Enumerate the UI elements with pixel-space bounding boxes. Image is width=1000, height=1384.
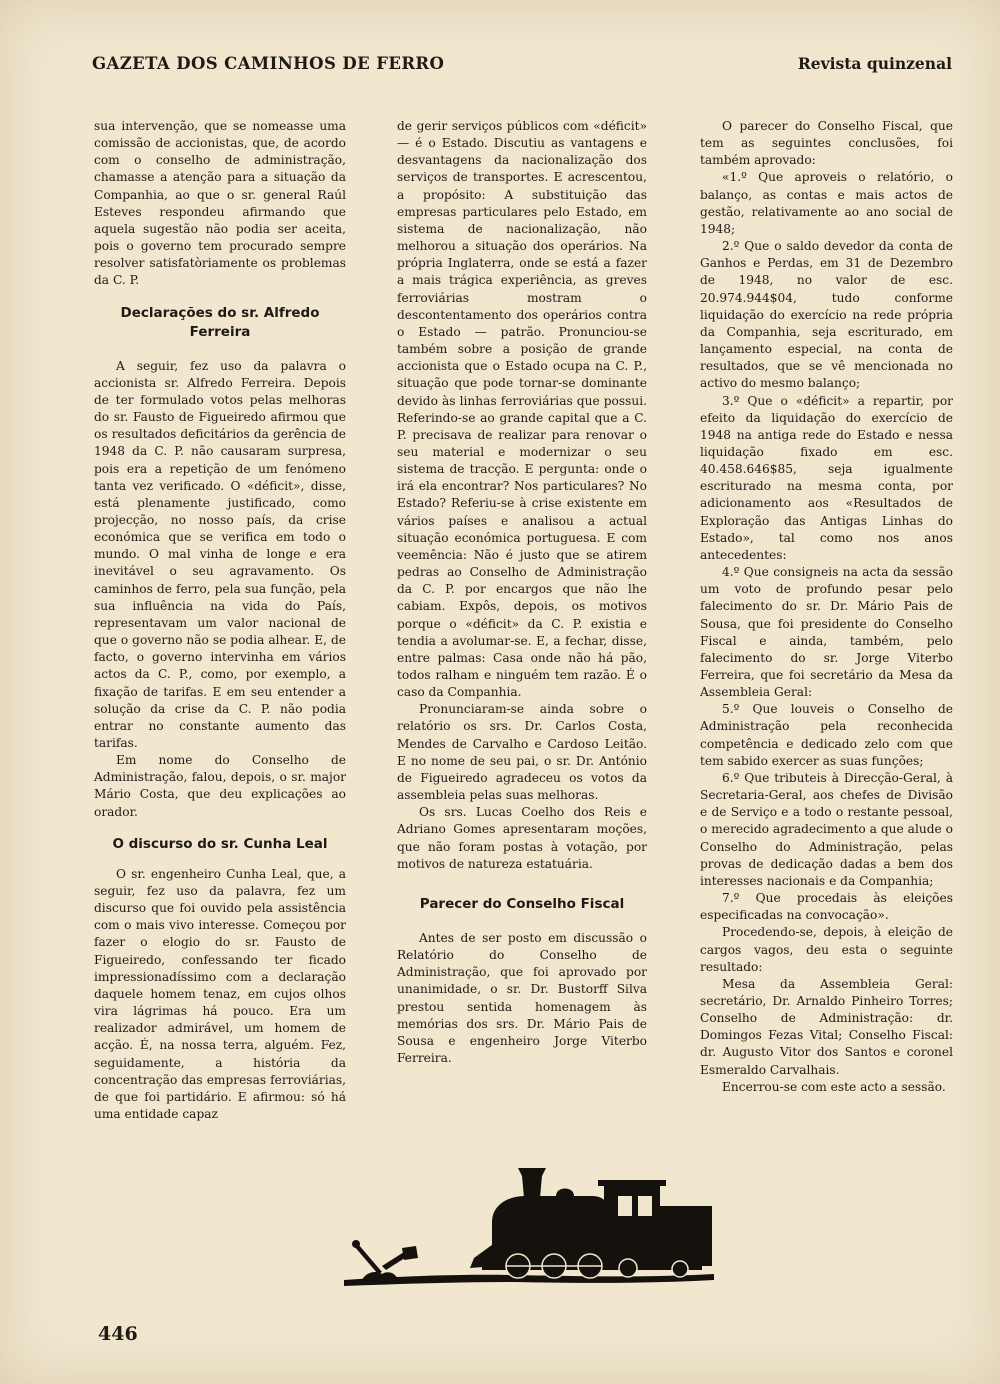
list-item: 2.º Que o saldo devedor da conta de Ganhos e Perdas, em 31 de Dezembro de 1948, no valor de esc. 20.974.944$04, tudo conforme liquidação do exercício na rede própria da Companhia, seja escriturado, em lançamento especial, na conta de resultados, que se vê mencionada no activo do mesmo balanço; [700, 239, 953, 391]
paragraph: Procedendo-se, depois, à eleição de cargos vagos, deu esta o seguinte resultado: [700, 925, 953, 974]
column-1 [94, 118, 346, 1123]
running-header [92, 54, 952, 78]
paragraph: de gerir serviços públicos com «déficit» — é o Estado. Discutiu as vantagens e desvantagens da nacionalização dos serviços de transportes. E acrescentou, a propósito: A substituição das empresas particulares pelo Estado, em sistema de nacionalização, não melhorou a situação dos operários. Na própria Inglaterra, onde se está a fazer a mais trágica experiência, as greves ferroviárias mostram o descontentamento dos operários contra o Estado — patrão. Pronunciou-se também sobre a posição de grande accionista que o Estado ocupa na C. P., situação que pode tornar-se dominante devido às linhas ferroviárias que possui. Referindo-se ao grande capital que a C. P. precisava de realizar para renovar o seu material e modernizar o seu sistema de tracção. E pergunta: onde o irá ela encontrar? Nos particulares? No Estado? Referiu-se à crise existente em vários países e analisou a actual situação económica portuguesa. E com veemência: Não é justo que se atirem pedras ao Conselho de Administração da C. P. por encargos que não lhe cabiam. Expôs, depois, os motivos porque o «déficit» da C. P. existia e tendia a avolumar-se. E, a fechar, disse, entre palmas: Casa onde não há pão, todos ralham e ninguém tem razão. É o caso da Companhia. [397, 119, 647, 700]
paragraph: Encerrou-se com este acto a sessão. [722, 1079, 946, 1094]
column-2 [397, 118, 647, 1067]
list-item: 7.º Que procedais às eleições especificadas na convocação». [700, 891, 953, 923]
periodicity-label: Revista quinzenal [797, 54, 952, 73]
publication-title: GAZETA DOS CAMINHOS DE FERRO [92, 54, 445, 73]
list-item: «1.º Que aproveis o relatório, o balanço, as contas e mais actos de gestão, relativamente ao ano social de 1948; [700, 170, 953, 236]
paragraph: sua intervenção, que se nomeasse uma comissão de accionistas, que, de acordo com o conselho de administração, chamasse a atenção para a situação da Companhia, ao que o sr. general Raúl Esteves respondeu afirmando que aquela sugestão não podia ser aceita, pois o governo tem procurado sempre resolver satisfatòriamente os problemas da C. P. [94, 119, 346, 288]
section-heading: Declarações do sr. Alfredo Ferreira [120, 304, 320, 340]
list-item: 3.º Que o «déficit» a repartir, por efeito da liquidação do exercício de 1948 na antiga rede do Estado e nessa liquidação fixado em esc. 40.458.646$85, seja igualmente escriturado na mesma conta, por adicionamento aos «Resultados de Exploração das Antigas Linhas do Estado», tal como nos anos antecedentes: [700, 393, 953, 562]
list-item: 5.º Que louveis o Conselho de Administração pela reconhecida competência e dedicado zelo com que tem sabido exercer as suas funções; [700, 702, 953, 768]
list-item: 4.º Que consigneis na acta da sessão um voto de profundo pesar pelo falecimento do sr. Dr. Mário Pais de Sousa, que foi presidente do Conselho Fiscal e ainda, também, pelo falecimento do sr. Jorge Viterbo Ferreira, que foi secretário da Mesa da Assembleia Geral: [700, 565, 953, 700]
paragraph: A seguir, fez uso da palavra o accionista sr. Alfredo Ferreira. Depois de ter formulado votos pelas melhoras do sr. Fausto de Figueiredo afirmou que os resultados deficitários da gerência de 1948 da C. P. não causaram surpresa, pois era a repetição de um fenómeno tanta vez verificado. O «déficit», disse, está plenamente justificado, como projecção, no nosso país, da crise económica que se verifica em todo o mundo. O mal vinha de longe e era inevitável o seu agravamento. Os caminhos de ferro, pela sua função, pela sua influência na vida do País, representavam um valor nacional de que o governo não se podia alhear. E, de facto, o governo intervinha em vários actos da C. P., como, por exemplo, a fixação de tarifas. E em seu entender a solução da crise da C. P. não podia entrar no constante aumento das tarifas. [94, 358, 346, 750]
section-heading: O discurso do sr. Cunha Leal [112, 835, 328, 852]
paragraph: Pronunciaram-se ainda sobre o relatório os srs. Dr. Carlos Costa, Mendes de Carvalho e Cardoso Leitão. E no nome de seu pai, o sr. Dr. António de Figueiredo agradeceu os votos da assembleia pelas suas melhoras. [397, 702, 647, 803]
column-3 [700, 118, 953, 1096]
list-item: 6.º Que tributeis à Direcção-Geral, à Secretaria-Geral, aos chefes de Divisão e de Serviço e a todo o restante pessoal, o merecido agradecimento a que alude o Conselho do Administração, pelas provas de dedicação dadas a bem dos interesses nacionais e da Companhia; [700, 770, 953, 888]
paragraph: Mesa da Assembleia Geral: secretário, Dr. Arnaldo Pinheiro Torres; Conselho de Administração: dr. Domingos Fezas Vital; Conselho Fiscal: dr. Augusto Vitor dos Santos e coronel Esmeraldo Carvalhais. [700, 976, 953, 1077]
page-number: 446 [98, 1323, 138, 1345]
steam-locomotive-silhouette-icon [342, 1162, 722, 1292]
paragraph: Os srs. Lucas Coelho dos Reis e Adriano Gomes apresentaram moções, que não foram postas à votação, por motivos de natureza estatuária. [397, 805, 647, 871]
paragraph: Antes de ser posto em discussão o Relatório do Conselho de Administração, que foi aprovado por unanimidade, o sr. Dr. Bustorff Silva prestou sentida homenagem às memórias dos srs. Dr. Mário Pais de Sousa e engenheiro Jorge Viterbo Ferreira. [397, 930, 647, 1065]
paragraph: O sr. engenheiro Cunha Leal, que, a seguir, fez uso da palavra, fez um discurso que foi ouvido pela assistência com o mais vivo interesse. Começou por fazer o elogio do sr. Fausto de Figueiredo, confessando ter ficado impressionadíssimo com a declaração daquele homem tenaz, em cujos olhos vira lágrimas há pouco. Era um realizador admirável, um homem de acção. É, na nossa terra, alguém. Fez, seguidamente, a história da concentração das empresas ferroviárias, de que foi partidário. E afirmou: só há uma entidade capaz [94, 866, 346, 1121]
paragraph: O parecer do Conselho Fiscal, que tem as seguintes conclusões, foi também aprovado: [700, 119, 953, 168]
paragraph: Em nome do Conselho de Administração, falou, depois, o sr. major Mário Costa, que deu explicações ao orador. [94, 753, 346, 819]
section-heading: Parecer do Conselho Fiscal [419, 895, 625, 912]
